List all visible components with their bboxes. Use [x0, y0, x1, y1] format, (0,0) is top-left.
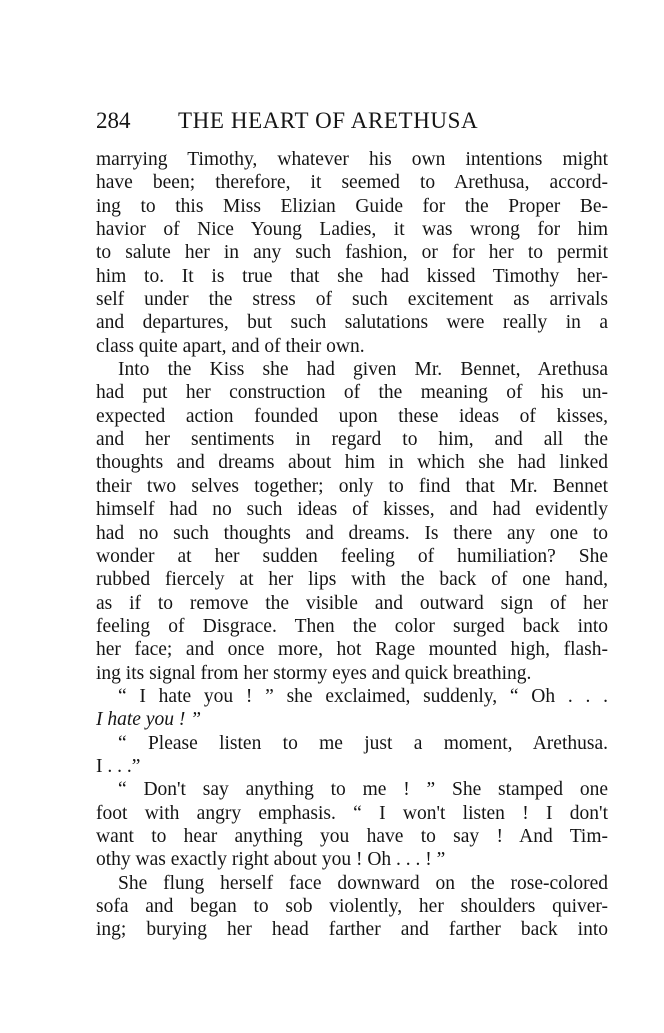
running-head: [96, 104, 616, 138]
text-line: to salute her in any such fashion, or for her to permit: [96, 242, 608, 264]
text-line: him to. It is true that she had kissed Timothy her-: [96, 265, 608, 287]
text-line: as if to remove the visible and outward sign of her: [96, 592, 608, 614]
text-line: class quite apart, and of their own.: [96, 335, 365, 357]
text-line: “ Don't say anything to me ! ” She stamped one: [118, 779, 608, 801]
text-line: want to hear anything you have to say ! And Tim-: [96, 825, 608, 847]
text-line: wonder at her sudden feeling of humiliation? She: [96, 545, 608, 567]
text-line: and departures, but such salutations were really in a: [96, 312, 608, 334]
text-line: have been; therefore, it seemed to Arethusa, accord-: [96, 172, 608, 194]
body-text: [96, 148, 608, 942]
text-line: She flung herself face downward on the rose-colored: [118, 872, 608, 894]
text-line: ing; burying her head farther and farther back into: [96, 919, 608, 941]
page-number: 284: [96, 108, 131, 133]
book-title: THE HEART OF ARETHUSA: [178, 108, 479, 133]
text-line: himself had no such ideas of kisses, and had evidently: [96, 499, 608, 521]
text-line: I . . .”: [96, 755, 141, 777]
text-line: self under the stress of such excitement as arrivals: [96, 289, 608, 311]
text-line: ing to this Miss Elizian Guide for the Proper Be-: [96, 195, 608, 217]
text-line: feeling of Disgrace. Then the color surged back into: [96, 615, 608, 637]
text-line: had put her construction of the meaning of his un-: [96, 382, 608, 404]
text-line: havior of Nice Young Ladies, it was wrong for him: [96, 219, 608, 241]
text-line: their two selves together; only to find that Mr. Bennet: [96, 475, 608, 497]
text-line: marrying Timothy, whatever his own intentions might: [96, 149, 608, 170]
text-line: ing its signal from her stormy eyes and quick breathing.: [96, 662, 532, 684]
text-line: “ Please listen to me just a moment, Arethusa.: [118, 732, 608, 754]
text-line: sofa and began to sob violently, her shoulders quiver-: [96, 896, 608, 917]
text-line: had no such thoughts and dreams. Is there any one to: [96, 522, 608, 544]
text-line-italic: I hate you ! ”: [96, 709, 202, 731]
text-line: “ I hate you ! ” she exclaimed, suddenly, “ Oh . . .: [118, 685, 608, 707]
text-line: rubbed fiercely at her lips with the back of one hand,: [96, 569, 608, 591]
text-line: and her sentiments in regard to him, and all the: [96, 429, 608, 451]
text-line: expected action founded upon these ideas of kisses,: [96, 405, 608, 427]
text-line: thoughts and dreams about him in which she had linked: [96, 452, 608, 474]
text-line: othy was exactly right about you ! Oh . . . ! ”: [96, 849, 446, 871]
text-line: foot with angry emphasis. “ I won't listen ! I don't: [96, 802, 608, 824]
text-line: her face; and once more, hot Rage mounted high, flash-: [96, 639, 608, 661]
text-line: Into the Kiss she had given Mr. Bennet, Arethusa: [118, 359, 608, 381]
